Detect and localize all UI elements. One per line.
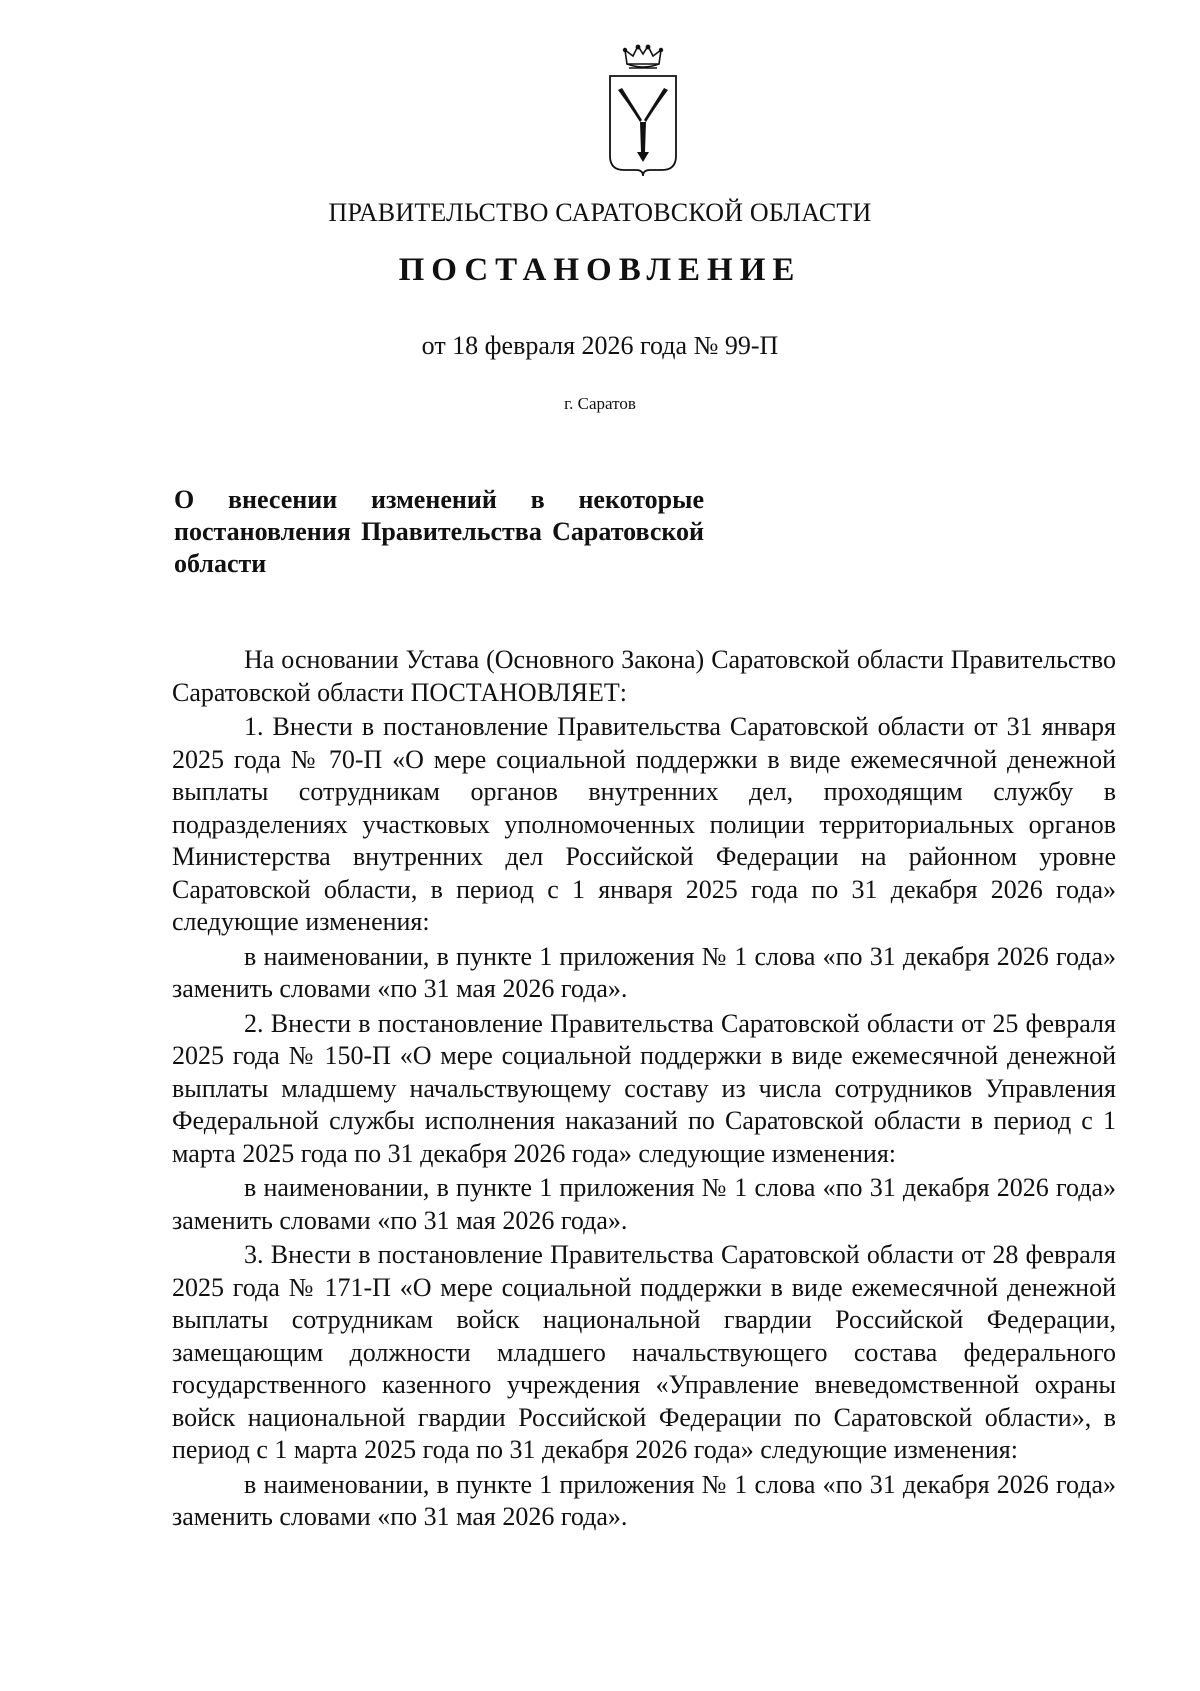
document-date-number: от 18 февраля 2026 года № 99-П <box>421 331 779 360</box>
document-subject: О внесении изменений в некоторые постановления Правительства Саратовской области <box>174 485 704 578</box>
document-city: г. Саратов <box>564 394 636 413</box>
item-1-change-paragraph: в наименовании, в пункте 1 приложения № 1 слова «по 31 декабря 2026 года» заменить словами «по 31 мая 2026 года». <box>172 941 1116 1003</box>
item-2-paragraph: 2. Внести в постановление Правительства Саратовской области от 25 февраля 2025 года № 150-П «О мере социальной поддержки в виде ежемесячной денежной выплаты младшему начальствующему составу из числа сотрудников Управления Федеральной службы исполнения наказаний по Саратовской области в период с 1 марта 2025 года по 31 декабря 2026 года» следующие изменения: <box>172 1008 1116 1168</box>
coat-of-arms-icon <box>602 44 684 178</box>
item-1-paragraph: 1. Внести в постановление Правительства Саратовской области от 31 января 2025 года № 70-П «О мере социальной поддержки в виде ежемесячной денежной выплаты сотрудникам органов внутренних дел, проходящим службу в подразделениях участковых уполномоченных полиции территориальных органов Министерства внутренних дел Российской Федерации на районном уровне Саратовской области, в период с 1 января 2025 года по 31 декабря 2026 года» следующие изменения: <box>172 712 1116 936</box>
item-3-paragraph: 3. Внести в постановление Правительства Саратовской области от 28 февраля 2025 года № 171-П «О мере социальной поддержки в виде ежемесячной денежной выплаты сотрудникам войск национальной гвардии Российской Федерации, замещающим должности младшего начальствующего состава федерального государственного казенного учреждения «Управление вневедомственной охраны войск национальной гвардии Российской Федерации по Саратовской области», в период с 1 марта 2025 года по 31 декабря 2026 года» следующие изменения: <box>172 1240 1116 1464</box>
item-2-change-paragraph: в наименовании, в пункте 1 приложения № 1 слова «по 31 декабря 2026 года» заменить словами «по 31 мая 2026 года». <box>172 1173 1116 1235</box>
government-name: ПРАВИТЕЛЬСТВО САРАТОВСКОЙ ОБЛАСТИ <box>328 198 872 227</box>
document-type: ПОСТАНОВЛЕНИЕ <box>398 252 802 288</box>
item-3-change-paragraph: в наименовании, в пункте 1 приложения № 1 слова «по 31 декабря 2026 года» заменить словами «по 31 мая 2026 года». <box>172 1469 1116 1531</box>
preamble-paragraph: На основании Устава (Основного Закона) Саратовской области Правительство Саратовской области ПОСТАНОВЛЯЕТ: <box>172 645 1116 707</box>
document-body <box>172 644 1116 1536</box>
